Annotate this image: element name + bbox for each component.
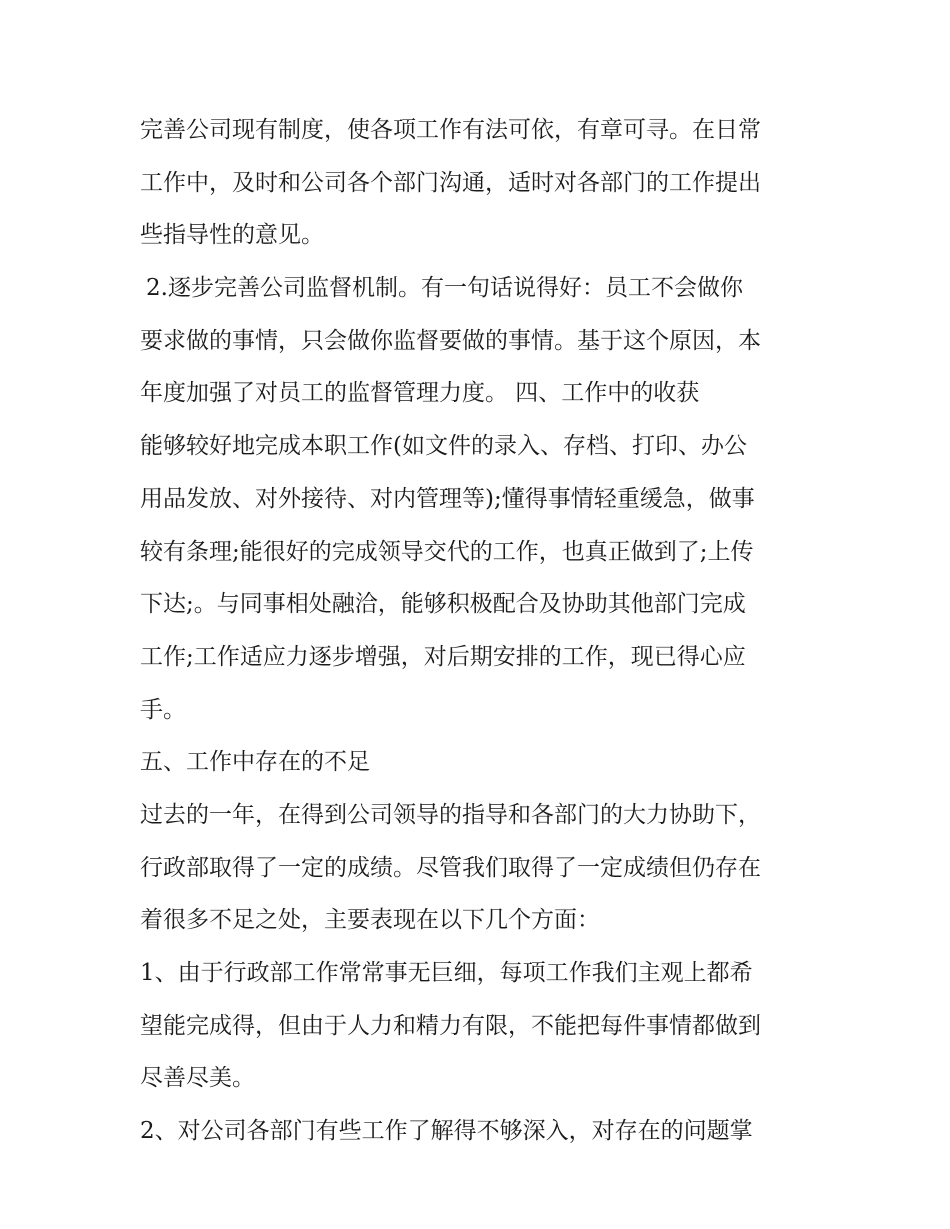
text-line: 尽善尽美。 — [140, 1065, 255, 1092]
text-line: 过去的一年，在得到公司领导的指导和各部门的大力协助下， — [140, 801, 761, 828]
text-line: 2.逐步完善公司监督机制。有一句话说得好：员工不会做你 — [146, 275, 743, 302]
text-line: 些指导性的意见。 — [140, 222, 324, 249]
section-heading: 五、工作中存在的不足 — [140, 749, 370, 776]
text-line: 年度加强了对员工的监督管理力度。 四、工作中的收获 — [140, 380, 700, 407]
text-line: 工作中，及时和公司各个部门沟通，适时对各部门的工作提出 — [140, 169, 761, 196]
text-line: 望能完成得，但由于人力和精力有限，不能把每件事情都做到 — [140, 1012, 761, 1039]
text-line: 工作;工作适应力逐步增强，对后期安排的工作，现已得心应 — [140, 643, 746, 670]
text-line: 较有条理;能很好的完成领导交代的工作，也真正做到了;上传 — [140, 538, 754, 565]
text-line: 行政部取得了一定的成绩。尽管我们取得了一定成绩但仍存在 — [140, 854, 761, 881]
text-line: 手。 — [140, 696, 186, 723]
text-line: 用品发放、对外接待、对内管理等);懂得事情轻重缓急，做事 — [140, 485, 755, 512]
text-line: 能够较好地完成本职工作(如文件的录入、存档、打印、办公 — [140, 433, 747, 460]
text-line: 要求做的事情，只会做你监督要做的事情。基于这个原因，本 — [140, 327, 761, 354]
text-line: 2、对公司各部门有些工作了解得不够深入，对存在的问题掌 — [140, 1118, 753, 1145]
document-body — [140, 104, 830, 1158]
text-line: 完善公司现有制度，使各项工作有法可依，有章可寻。在日常 — [140, 117, 761, 143]
text-line: 着很多不足之处，主要表现在以下几个方面： — [140, 907, 600, 934]
text-line: 下达;。与同事相处融洽，能够积极配合及协助其他部门完成 — [140, 591, 746, 618]
text-line: 1、由于行政部工作常常事无巨细，每项工作我们主观上都希 — [140, 960, 753, 986]
